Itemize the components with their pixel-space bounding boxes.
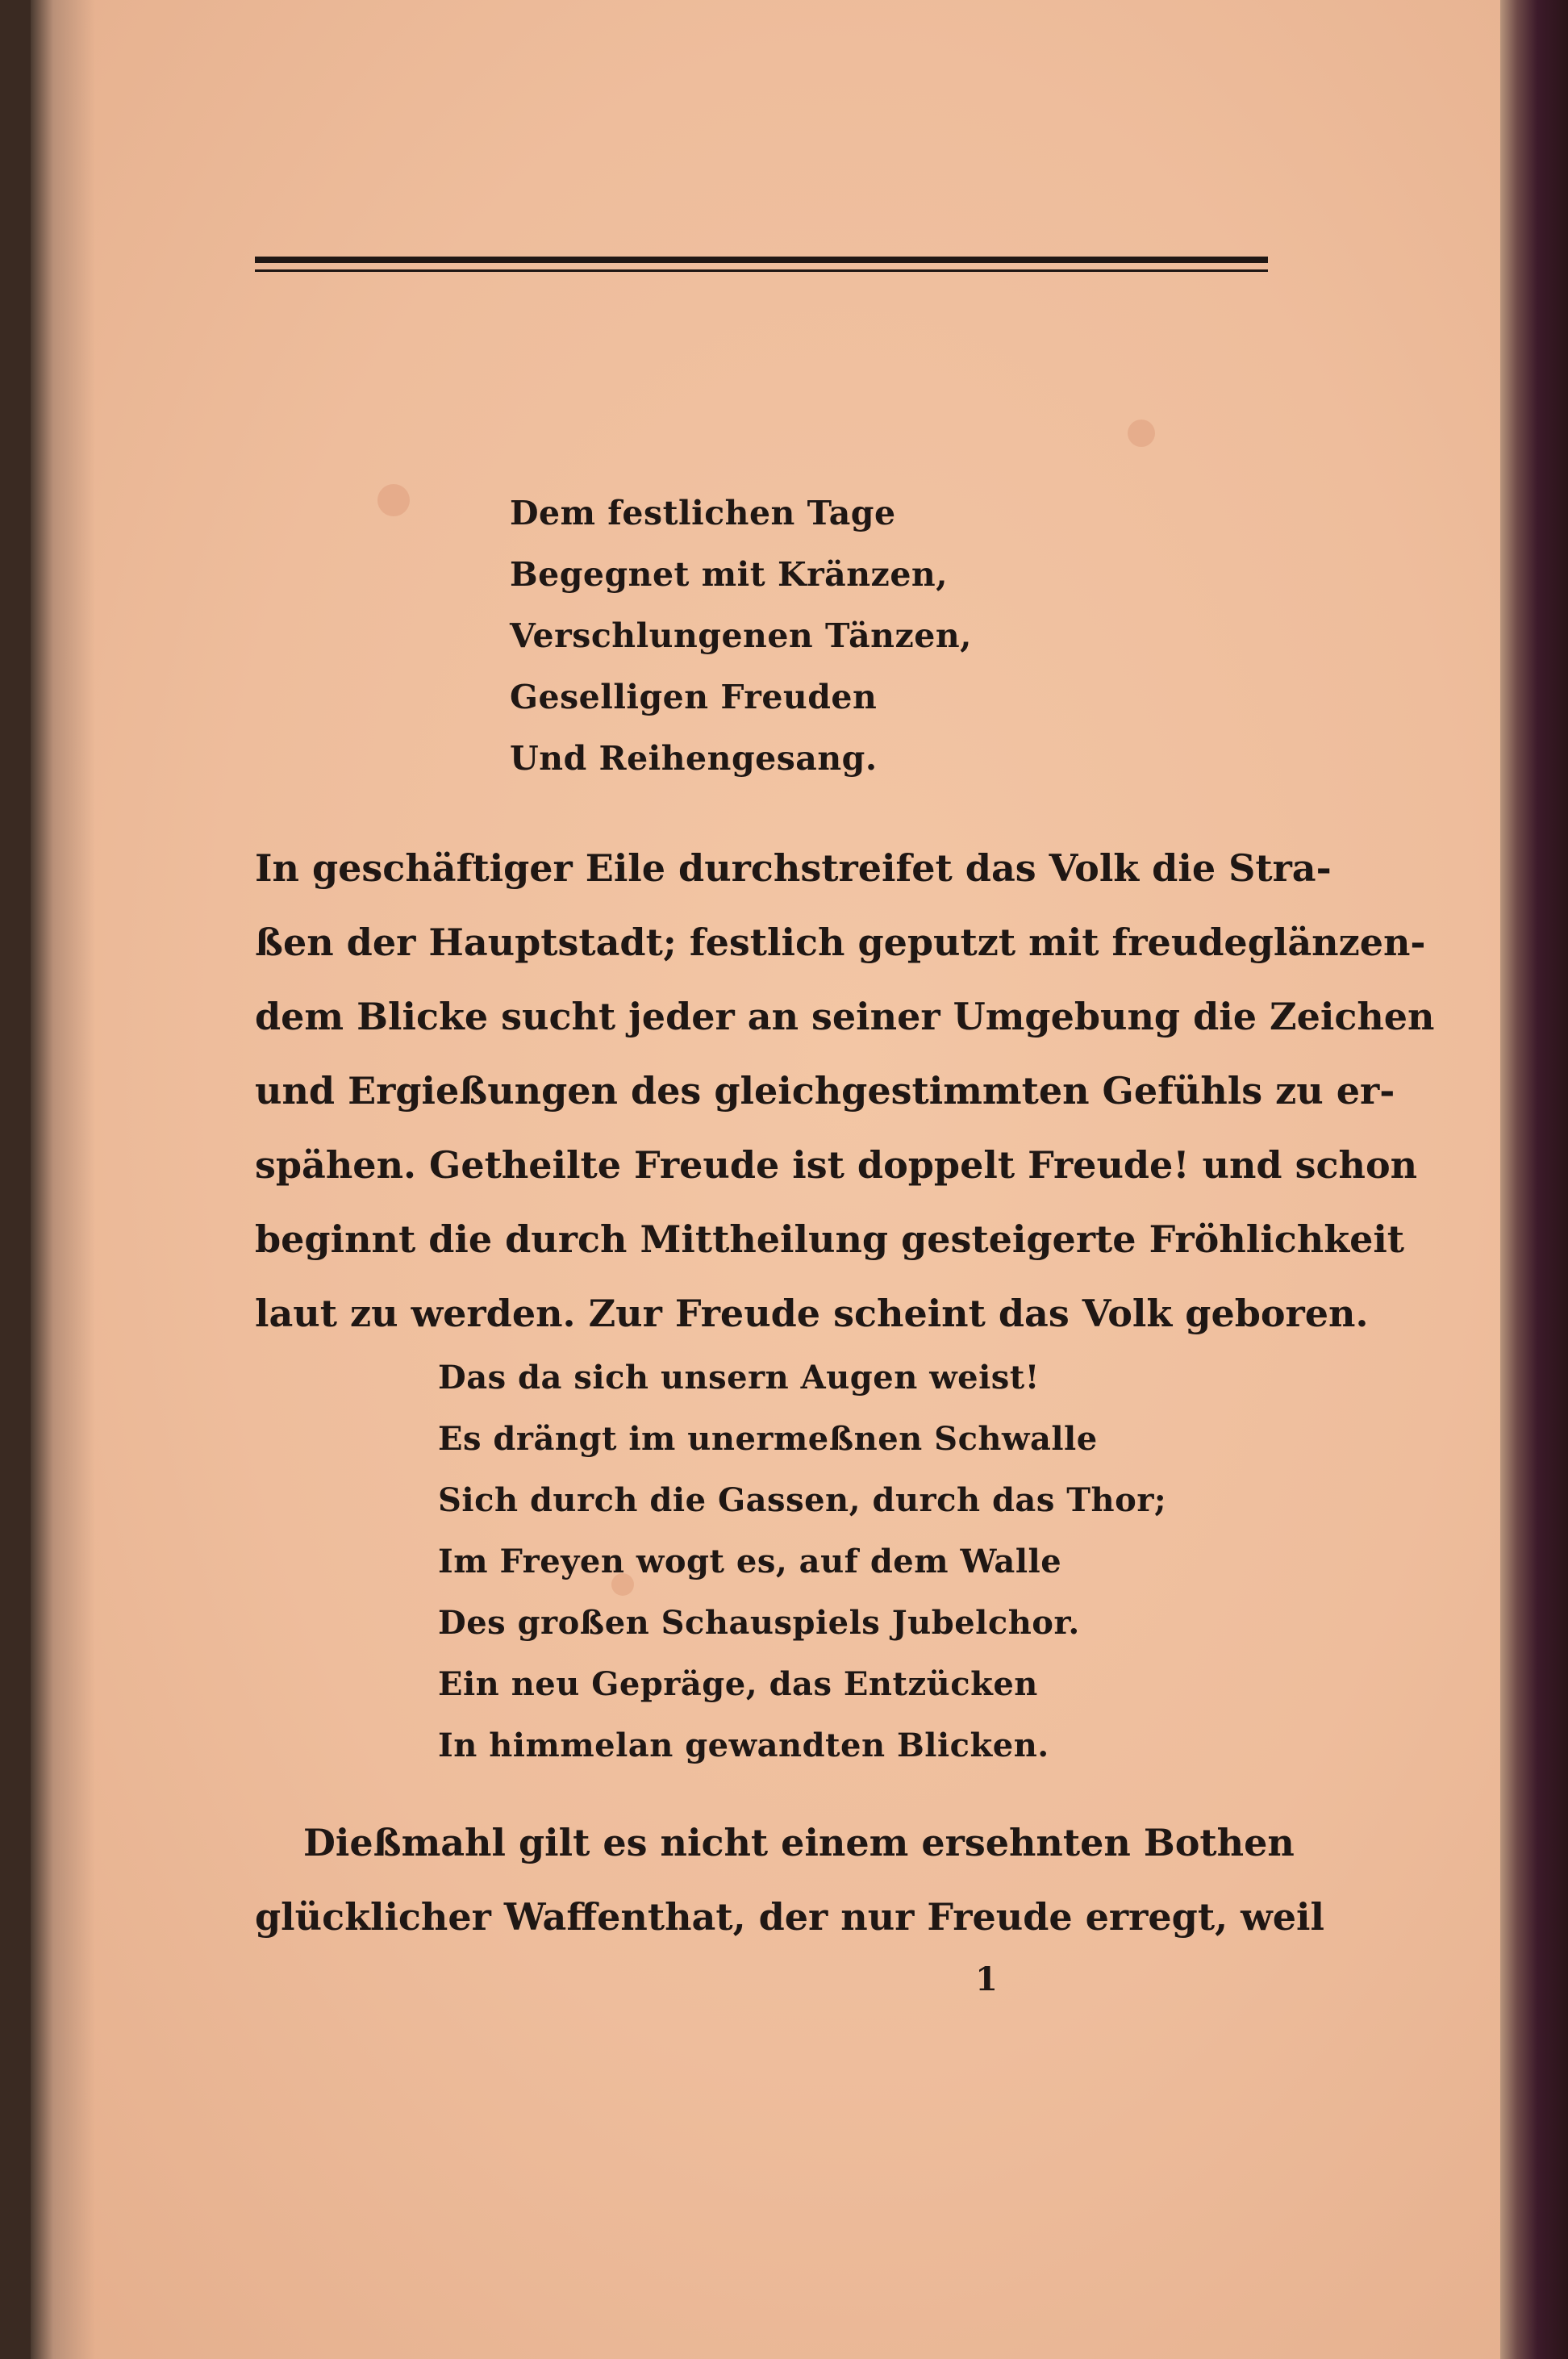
text-line: beginnt die durch Mittheilung gesteigerte Fröhlichkeit <box>255 1217 1405 1261</box>
verse-line: Des großen Schauspiels Jubelchor. <box>438 1604 1080 1642</box>
page-number: 1 <box>975 1960 998 1998</box>
header-rule-thick <box>255 257 1268 263</box>
verse-line: Sich durch die Gassen, durch das Thor; <box>438 1481 1167 1519</box>
verse-line: Verschlungenen Tänzen, <box>510 616 972 655</box>
verse-line: Und Reihengesang. <box>510 739 878 778</box>
verse-line: Begegnet mit Kränzen, <box>510 555 948 594</box>
verse-middle <box>438 1347 1166 1777</box>
verse-line: Im Freyen wogt es, auf dem Walle <box>438 1543 1062 1580</box>
verse-top <box>510 482 972 789</box>
verse-line: Es drängt im unermeßnen Schwalle <box>438 1420 1098 1458</box>
text-line: glücklicher Waffenthat, der nur Freude erregt, weil <box>255 1895 1324 1939</box>
text-line: und Ergießungen des gleichgestimmten Gefühls zu er- <box>255 1069 1395 1113</box>
verse-line: Geselligen Freuden <box>510 678 878 716</box>
book-cover-edge <box>1500 0 1568 2359</box>
binding-shadow <box>31 0 95 2359</box>
verse-line: Das da sich unsern Augen weist! <box>438 1359 1040 1397</box>
stain-spot <box>377 484 410 516</box>
header-rule-thin <box>255 269 1268 272</box>
text-line: laut zu werden. Zur Freude scheint das Volk geboren. <box>255 1292 1369 1335</box>
text-line: Dießmahl gilt es nicht einem ersehnten Bothen <box>303 1821 1295 1864</box>
paragraph-1 <box>255 831 1435 1351</box>
paragraph-2 <box>255 1806 1324 1954</box>
text-line: In geschäftiger Eile durchstreifet das Volk die Stra- <box>255 846 1332 890</box>
text-line: ßen der Hauptstadt; festlich geputzt mit freudeglänzen- <box>255 921 1426 964</box>
stain-spot <box>1128 420 1155 447</box>
paper-sheet <box>31 0 1510 2359</box>
text-line: spähen. Getheilte Freude ist doppelt Freude! und schon <box>255 1143 1418 1187</box>
text-line: dem Blicke sucht jeder an seiner Umgebung die Zeichen <box>255 995 1435 1038</box>
verse-line: Dem festlichen Tage <box>510 494 896 532</box>
verse-line: Ein neu Gepräge, das Entzücken <box>438 1665 1038 1703</box>
verse-line: In himmelan gewandten Blicken. <box>438 1726 1049 1764</box>
